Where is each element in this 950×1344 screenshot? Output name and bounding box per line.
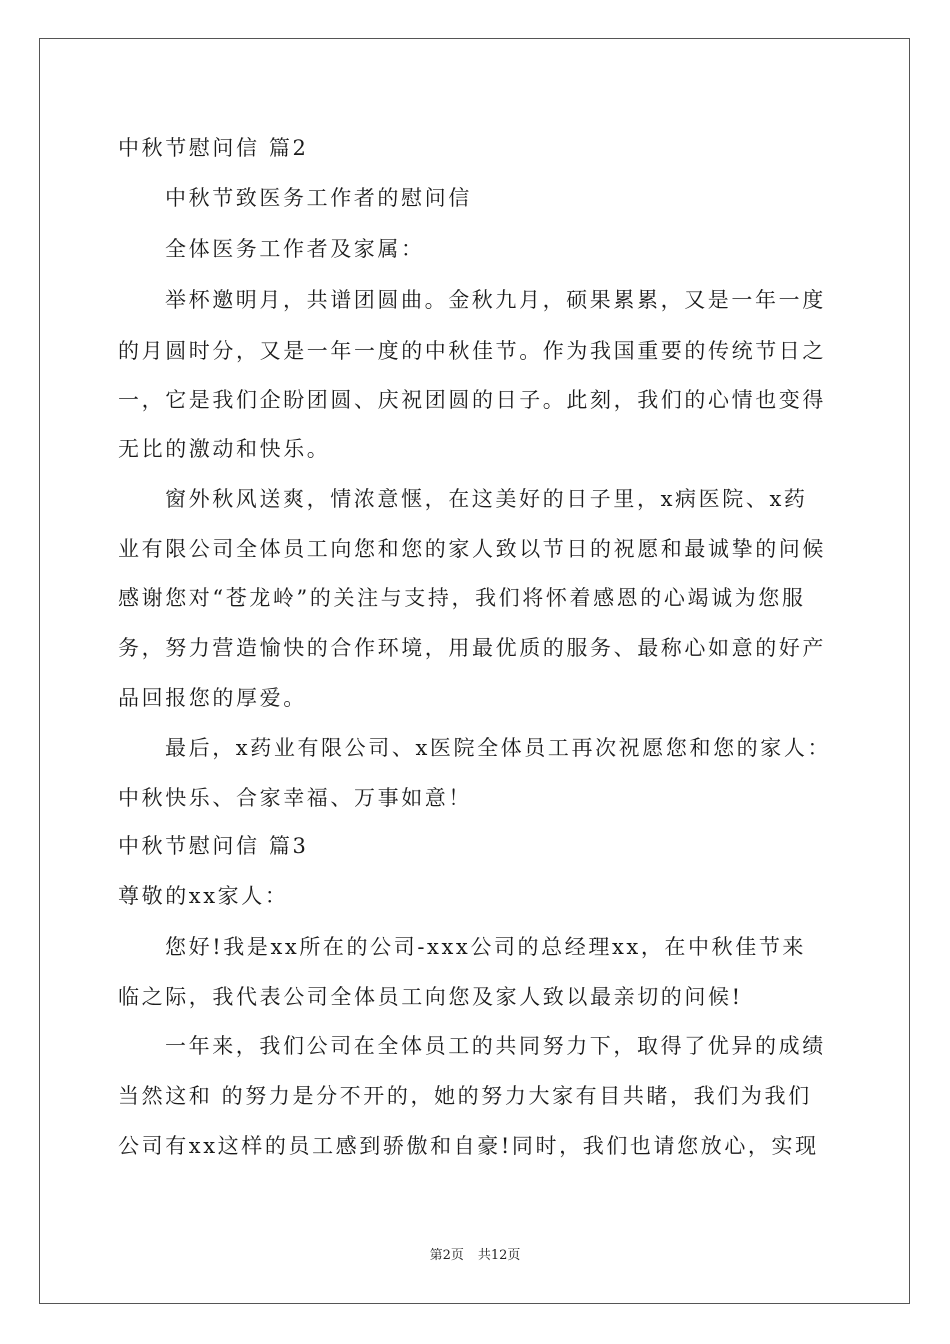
paragraph-line: 举杯邀明月，共谱团圆曲。金秋九月，硕果累累，又是一年一度: [165, 288, 826, 312]
paragraph-line: 中秋快乐、合家幸福、万事如意！: [118, 786, 472, 810]
salutation: 尊敬的xx家人：: [118, 884, 289, 908]
paragraph-line: 临之际，我代表公司全体员工向您及家人致以最亲切的问候!: [118, 985, 743, 1009]
paragraph-line: 当然这和 的努力是分不开的，她的努力大家有目共睹，我们为我们: [118, 1084, 812, 1108]
paragraph-line: 公司有xx这样的员工感到骄傲和自豪!同时，我们也请您放心，实现: [118, 1134, 819, 1158]
paragraph-line: 业有限公司全体员工向您和您的家人致以节日的祝愿和最诚挚的问候: [118, 537, 826, 561]
paragraph-line: 务，努力营造愉快的合作环境，用最优质的服务、最称心如意的好产: [118, 636, 826, 660]
paragraph-line: 的月圆时分，又是一年一度的中秋佳节。作为我国重要的传统节日之: [118, 339, 826, 363]
letter-title: 中秋节致医务工作者的慰问信: [165, 186, 472, 210]
paragraph-line: 品回报您的厚爱。: [118, 686, 307, 710]
section-heading-2: 中秋节慰问信 篇2: [118, 136, 309, 160]
page-border: [39, 38, 910, 1304]
paragraph-line: 无比的激动和快乐。: [118, 437, 331, 461]
salutation: 全体医务工作者及家属：: [165, 237, 425, 261]
page-total: 共12页: [477, 1248, 521, 1263]
page-footer: [0, 1247, 950, 1265]
page-number: 第2页: [429, 1248, 464, 1263]
paragraph-line: 感谢您对“苍龙岭”的关注与支持，我们将怀着感恩的心竭诚为您服: [118, 586, 806, 610]
section-heading-3: 中秋节慰问信 篇3: [118, 834, 309, 858]
paragraph-line: 一，它是我们企盼团圆、庆祝团圆的日子。此刻，我们的心情也变得: [118, 388, 826, 412]
paragraph-line: 您好!我是xx所在的公司-xxx公司的总经理xx，在中秋佳节来: [165, 935, 807, 959]
paragraph-line: 窗外秋风送爽，情浓意惬，在这美好的日子里，x病医院、x药: [165, 487, 808, 511]
paragraph-line: 最后，x药业有限公司、x医院全体员工再次祝愿您和您的家人：: [165, 736, 832, 760]
paragraph-line: 一年来，我们公司在全体员工的共同努力下，取得了优异的成绩: [165, 1034, 826, 1058]
